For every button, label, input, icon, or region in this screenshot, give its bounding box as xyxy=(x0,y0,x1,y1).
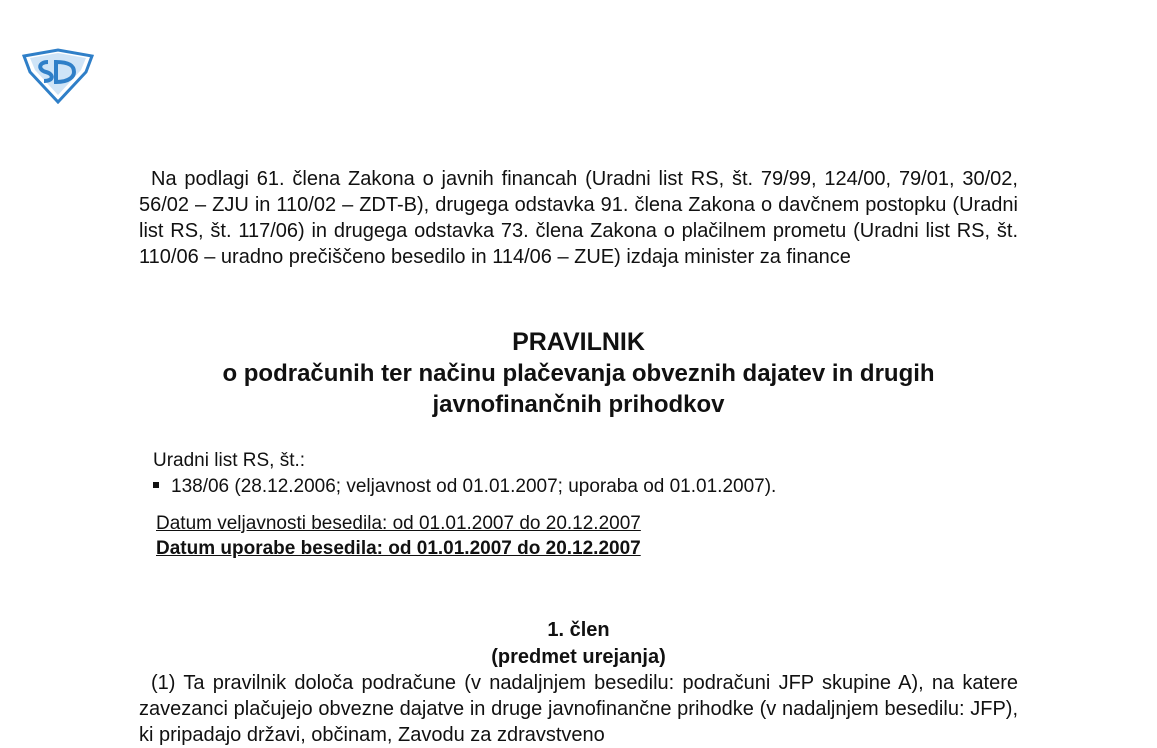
sd-shield-logo-icon xyxy=(20,48,96,104)
preamble-paragraph: Na podlagi 61. člena Zakona o javnih financah (Uradni list RS, št. 79/99, 124/00, 79/01, 30/02, 56/02 – ZJU in 110/02 – ZDT-B), drugega odstavka 91. člena Zakona o davčnem postopku (Uradni list RS, št. 117/06) in drugega odstavka 73. člena Zakona o plačilnem prometu (Uradni list RS, št. 110/06 – uradno prečiščeno besedilo in 114/06 – ZUE) izdaja minister za finance xyxy=(139,168,1018,268)
bullet-icon xyxy=(153,482,159,488)
document-subtitle: o podračunih ter načinu plačevanja obveznih dajatev in drugih javnofinančnih prihodkov xyxy=(222,360,935,418)
article-paragraph: (1) Ta pravilnik določa podračune (v nadaljnjem besedilu: podračuni JFP skupine A), na katere zavezanci plačujejo obvezne dajatve in druge javnofinančne prihodke (v nadaljnjem besedilu: JFP), ki pripadajo državi, občinam, Zavodu za zdravstveno xyxy=(139,672,1018,746)
gazette-list-item xyxy=(153,474,776,499)
validity-date: Datum veljavnosti besedila: od 01.01.2007 do 20.12.2007 xyxy=(156,513,641,534)
document-title: PRAVILNIK xyxy=(512,328,645,356)
article-number: 1. člen xyxy=(547,619,610,641)
gazette-item-text: 138/06 (28.12.2006; veljavnost od 01.01.2007; uporaba od 01.01.2007). xyxy=(171,476,777,497)
article-heading: (predmet urejanja) xyxy=(491,646,666,668)
usage-date: Datum uporabe besedila: od 01.01.2007 do 20.12.2007 xyxy=(156,538,641,559)
gazette-label: Uradni list RS, št.: xyxy=(153,450,306,471)
